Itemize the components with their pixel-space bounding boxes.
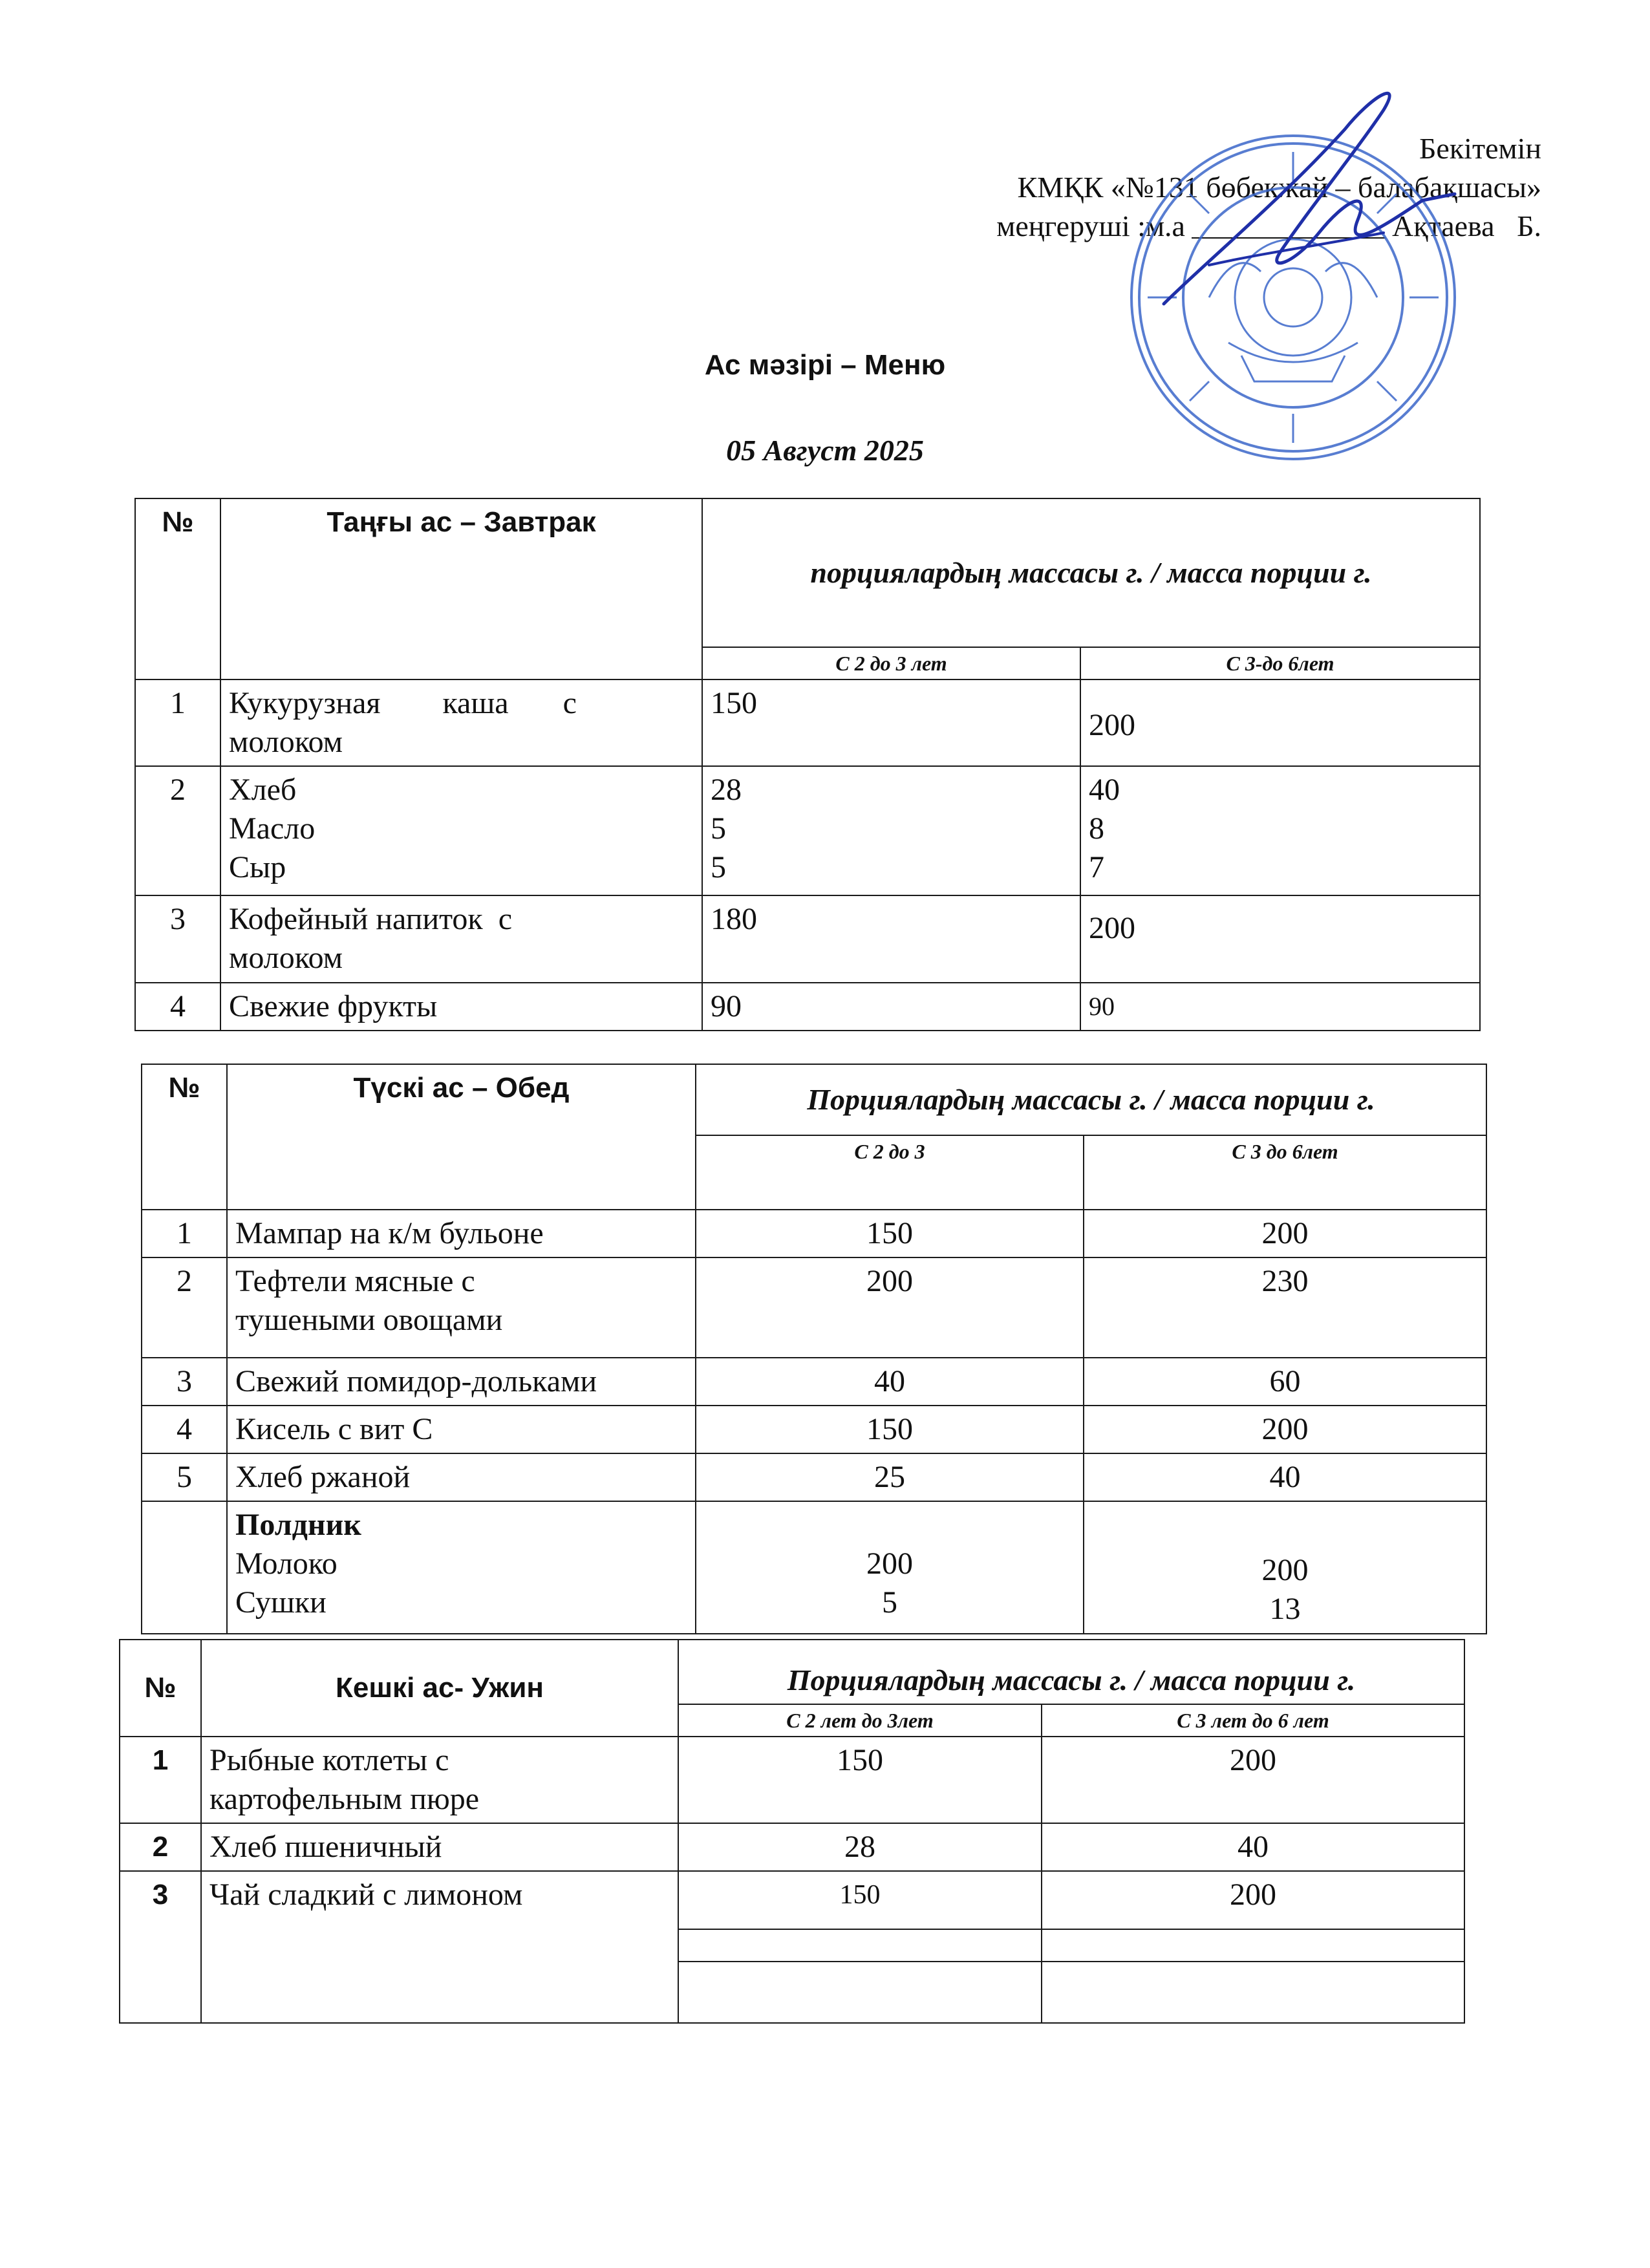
lunch-table: [141, 1064, 1487, 1634]
row-number: 2: [142, 1257, 227, 1358]
dish-line: Сушки: [235, 1585, 327, 1620]
snack-title: Полдник: [235, 1508, 361, 1542]
dinner-age-2: С 3 лет до 6 лет: [1042, 1704, 1464, 1737]
portion-value: 60: [1084, 1358, 1486, 1406]
dinner-age-1: С 2 лет до 3лет: [678, 1704, 1042, 1737]
portion-value: 25: [696, 1453, 1084, 1501]
table-row: [135, 983, 1480, 1031]
portion-value: 180: [702, 895, 1080, 983]
portion-value: 200: [1080, 679, 1480, 766]
breakfast-age-2: С 3-до 6лет: [1080, 647, 1480, 679]
dish-name: [201, 1737, 678, 1823]
row-number: 4: [142, 1406, 227, 1453]
portion-value: 40: [1042, 1823, 1464, 1871]
portion-value: 150: [696, 1210, 1084, 1257]
row-number: 2: [135, 766, 220, 895]
portion-value: 200: [696, 1257, 1084, 1358]
portion-value: [1080, 766, 1480, 895]
table-row: [120, 1823, 1464, 1871]
row-number: [142, 1501, 227, 1634]
portion-value: 230: [1084, 1257, 1486, 1358]
table-row: [120, 1871, 1464, 1929]
table-row: [135, 679, 1480, 766]
dish-line: Хлеб: [229, 773, 297, 807]
portion-line: 5: [711, 850, 726, 884]
lunch-age-2: С 3 до 6лет: [1084, 1135, 1486, 1210]
breakfast-age-1: С 2 до 3 лет: [702, 647, 1080, 679]
dish-line: Сыр: [229, 850, 286, 884]
dish-line: Молоко: [235, 1546, 338, 1581]
dish-name: Свежие фрукты: [220, 983, 702, 1031]
dish-name: Хлеб ржаной: [227, 1453, 696, 1501]
portion-value: 28: [678, 1823, 1042, 1871]
portion-value: 150: [678, 1737, 1042, 1823]
table-row: [142, 1501, 1486, 1634]
dish-name: Мампар на к/м бульоне: [227, 1210, 696, 1257]
portion-value: 40: [1084, 1453, 1486, 1501]
portion-line: 5: [882, 1585, 897, 1620]
portion-line: 8: [1089, 811, 1104, 846]
empty-cell: [678, 1929, 1042, 1962]
row-number: 1: [120, 1737, 201, 1823]
dinner-col-no: №: [120, 1640, 201, 1737]
portion-line: 40: [1089, 773, 1120, 807]
breakfast-col-meal: Таңғы ас – Завтрак: [220, 498, 702, 679]
lunch-age-1: С 2 до 3: [696, 1135, 1084, 1210]
portion-value: 90: [1080, 983, 1480, 1031]
empty-cell: [678, 1962, 1042, 2023]
lunch-col-meal: Түскі ас – Обед: [227, 1064, 696, 1210]
portion-value: [1084, 1501, 1486, 1634]
handwritten-signature: [1151, 71, 1461, 317]
dish-line: Кофейный напиток с: [229, 902, 513, 936]
breakfast-table: [134, 498, 1481, 1031]
portion-value: 150: [702, 679, 1080, 766]
table-row: [142, 1453, 1486, 1501]
dish-line: Масло: [229, 811, 316, 846]
dish-name: [220, 895, 702, 983]
organization-name: КМҚК «№131 бөбекжай – балабақшасы»: [1017, 171, 1541, 204]
row-number: 3: [142, 1358, 227, 1406]
director-name: Ақтаева Б.: [1391, 209, 1541, 242]
row-number: 5: [142, 1453, 227, 1501]
table-row: [142, 1210, 1486, 1257]
dish-line: Тефтели мясные с: [235, 1264, 475, 1298]
portion-value: 40: [696, 1358, 1084, 1406]
menu-date: 05 Август 2025: [726, 434, 924, 467]
portion-line: 13: [1269, 1592, 1301, 1626]
dish-line: Рыбные котлеты с: [209, 1743, 449, 1777]
portion-value: 150: [696, 1406, 1084, 1453]
portion-value: [702, 766, 1080, 895]
dish-line: молоком: [229, 941, 343, 975]
empty-cell: [1042, 1929, 1464, 1962]
dinner-table: [119, 1639, 1465, 2024]
table-row: [142, 1406, 1486, 1453]
row-number: 3: [120, 1871, 201, 2023]
breakfast-col-no: №: [135, 498, 220, 679]
position-label: меңгеруші :м.а: [996, 209, 1185, 242]
dish-line: молоком: [229, 725, 343, 759]
portion-line: 200: [866, 1546, 913, 1581]
table-row: [142, 1358, 1486, 1406]
portion-line: 28: [711, 773, 742, 807]
table-row: [142, 1257, 1486, 1358]
portion-value: 90: [702, 983, 1080, 1031]
empty-cell: [1042, 1962, 1464, 2023]
portion-value: 200: [1084, 1406, 1486, 1453]
row-number: 2: [120, 1823, 201, 1871]
dish-name: Кисель с вит С: [227, 1406, 696, 1453]
portion-value: [696, 1501, 1084, 1634]
lunch-col-no: №: [142, 1064, 227, 1210]
row-number: 3: [135, 895, 220, 983]
dish-line: картофельным пюре: [209, 1782, 480, 1816]
row-number: 1: [142, 1210, 227, 1257]
portion-line: 200: [1261, 1553, 1309, 1587]
dish-line: Кукурузная каша с: [229, 686, 577, 720]
dish-name: [227, 1501, 696, 1634]
dinner-col-meal: Кешкі ас- Ужин: [201, 1640, 678, 1737]
dish-name: [220, 679, 702, 766]
portion-value: 200: [1042, 1871, 1464, 1929]
table-row: [135, 766, 1480, 895]
dish-name: [220, 766, 702, 895]
menu-title: Ас мәзірі – Меню: [704, 349, 946, 381]
row-number: 4: [135, 983, 220, 1031]
dish-name: [227, 1257, 696, 1358]
portion-value: 150: [678, 1871, 1042, 1929]
portion-value: 200: [1080, 895, 1480, 983]
table-row: [135, 895, 1480, 983]
dish-name: Хлеб пшеничный: [201, 1823, 678, 1871]
row-number: 1: [135, 679, 220, 766]
dish-line: тушеными овощами: [235, 1303, 503, 1337]
breakfast-col-portion: порциялардың массасы г. / масса порции г.: [702, 498, 1480, 647]
portion-line: 7: [1089, 850, 1104, 884]
table-row: [120, 1737, 1464, 1823]
lunch-col-portion: Порциялардың массасы г. / масса порции г.: [696, 1064, 1486, 1135]
dish-name: Свежий помидор-дольками: [227, 1358, 696, 1406]
portion-line: 5: [711, 811, 726, 846]
dinner-col-portion: Порциялардың массасы г. / масса порции г.: [678, 1640, 1464, 1704]
dish-name: Чай сладкий с лимоном: [201, 1871, 678, 2023]
approval-word: Бекітемін: [1419, 132, 1541, 165]
portion-value: 200: [1042, 1737, 1464, 1823]
portion-value: 200: [1084, 1210, 1486, 1257]
